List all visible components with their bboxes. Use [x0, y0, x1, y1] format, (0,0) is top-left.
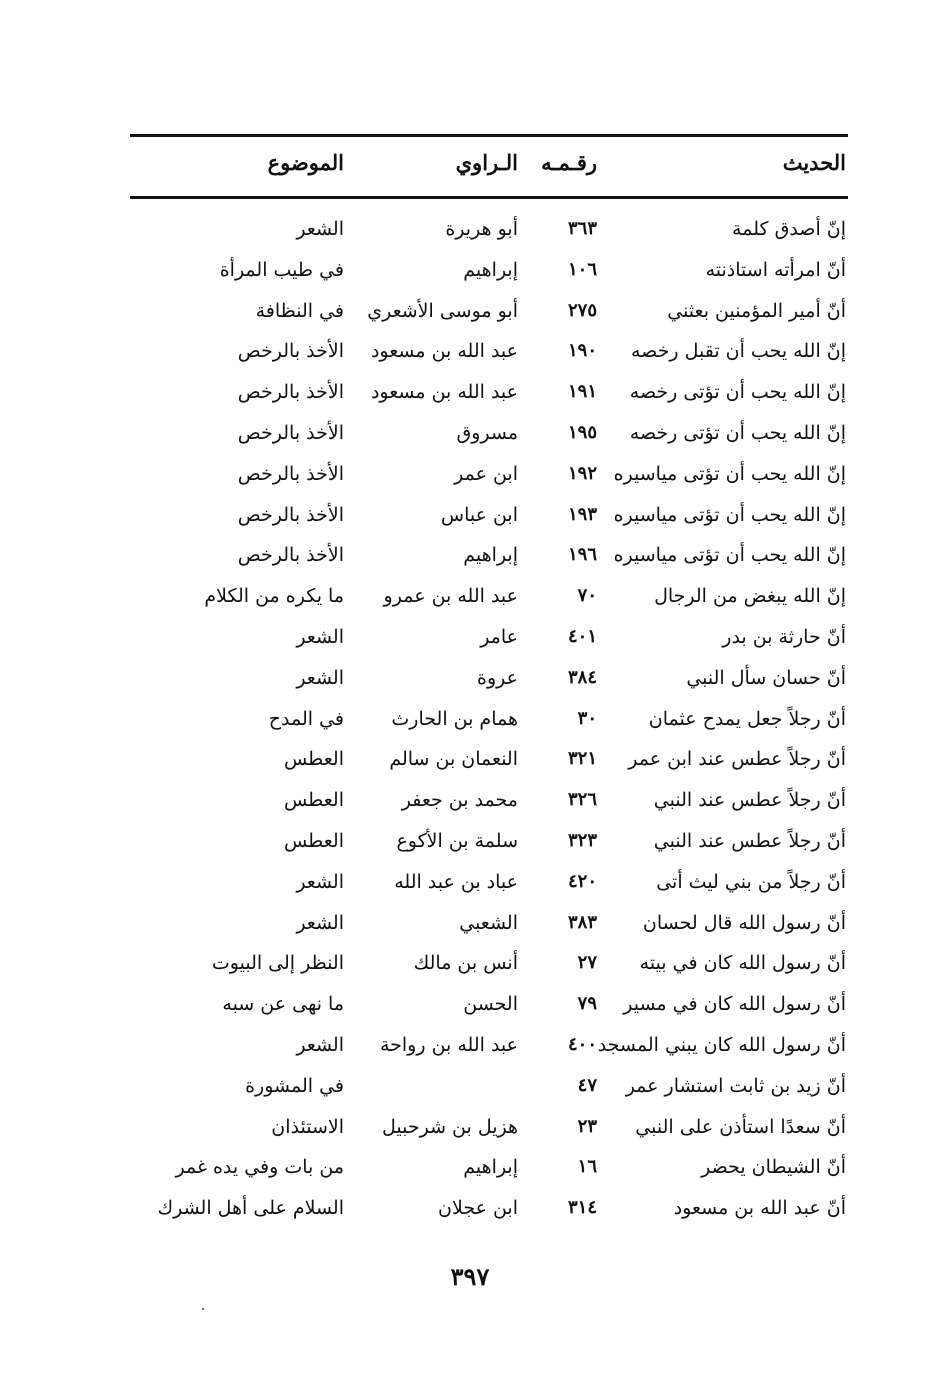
- number-cell: ٣٢٦: [567, 789, 597, 811]
- topic-cell: الأخذ بالرخص: [237, 381, 344, 404]
- topic-cell: الاستئذان: [271, 1115, 344, 1138]
- hadith-cell: أنّ رجلاً جعل يمدح عثمان: [648, 707, 846, 730]
- table-row: [0, 379, 940, 420]
- number-cell: ٣٦٣: [567, 218, 597, 239]
- number-cell: ١٩٢: [567, 462, 597, 484]
- topic-cell: الشعر: [296, 1033, 344, 1056]
- topic-cell: في طيب المرأة: [219, 258, 344, 281]
- hadith-cell: إنّ الله يحب أن تؤتى مياسيره: [613, 503, 846, 526]
- table-row: [0, 1032, 940, 1073]
- hadith-cell: أنّ رجلاً عطس عند النبي: [653, 789, 846, 812]
- page-number: ٣٩٧: [450, 1262, 490, 1291]
- header-bottom-rule: [130, 196, 848, 199]
- number-cell: ٤٠١: [567, 625, 597, 647]
- topic-cell: العطس: [283, 748, 344, 771]
- number-cell: ١٩٥: [567, 421, 597, 443]
- hadith-cell: إنّ الله يحب أن تؤتى مياسيره: [613, 544, 846, 567]
- topic-cell: في النظافة: [255, 299, 344, 322]
- narrator-cell: الشعبي: [459, 911, 518, 934]
- hadith-cell: إنّ الله يحب أن تقبل رخصه: [630, 340, 846, 363]
- topic-cell: الأخذ بالرخص: [237, 462, 344, 485]
- narrator-cell: ابن عباس: [440, 503, 518, 526]
- narrator-cell: عبد الله بن مسعود: [370, 340, 518, 363]
- narrator-cell: مسروق: [456, 421, 518, 444]
- print-speck: [202, 1308, 204, 1310]
- table-row: [0, 950, 940, 991]
- table-row: [0, 1114, 940, 1155]
- table-row: [0, 665, 940, 706]
- topic-cell: الشعر: [296, 911, 344, 934]
- number-cell: ٣١٤: [567, 1197, 597, 1219]
- number-cell: ٤٧: [577, 1074, 597, 1096]
- narrator-cell: إبراهيم: [463, 544, 518, 567]
- narrator-cell: همام بن الحارث: [391, 707, 518, 730]
- table-row: [0, 1154, 940, 1195]
- topic-cell: الشعر: [296, 870, 344, 893]
- table-row: [0, 910, 940, 951]
- topic-cell: الشعر: [296, 666, 344, 689]
- number-cell: ٤٠٠: [567, 1033, 597, 1055]
- narrator-cell: ابن عجلان: [438, 1197, 518, 1220]
- table-row: [0, 583, 940, 624]
- hadith-cell: أنّ رجلاً عطس عند ابن عمر: [628, 748, 846, 771]
- narrator-cell: عبد الله بن رواحة: [379, 1033, 518, 1056]
- header-number: رقـمـه: [541, 150, 597, 175]
- table-row: [0, 787, 940, 828]
- table-row: [0, 991, 940, 1032]
- number-cell: ٤٢٠: [567, 870, 597, 892]
- topic-cell: الأخذ بالرخص: [237, 340, 344, 363]
- hadith-cell: أنّ حسان سأل النبي: [686, 666, 846, 689]
- table-row: [0, 706, 940, 747]
- number-cell: ٣٠: [577, 707, 597, 729]
- narrator-cell: هزيل بن شرحبيل: [381, 1115, 518, 1138]
- number-cell: ٣٢١: [567, 748, 597, 770]
- table-row: [0, 216, 940, 257]
- narrator-cell: أبو موسى الأشعري: [367, 299, 518, 322]
- topic-cell: في المشورة: [245, 1074, 344, 1097]
- header-hadith: الحديث: [782, 150, 846, 175]
- hadith-cell: أنّ رسول الله كان في بيته: [639, 952, 846, 975]
- table-row: [0, 746, 940, 787]
- hadith-cell: أنّ حارثة بن بدر: [722, 625, 846, 648]
- hadith-cell: أنّ زيد بن ثابت استشار عمر: [625, 1074, 846, 1097]
- topic-cell: ما يكره من الكلام: [204, 585, 344, 608]
- hadith-cell: إنّ الله يحب أن تؤتى رخصه: [629, 421, 846, 444]
- hadith-cell: أنّ رجلاً من بني ليث أتى: [656, 870, 846, 893]
- number-cell: ١٩٦: [567, 544, 597, 566]
- number-cell: ٣٨٣: [567, 911, 597, 933]
- number-cell: ٣٢٣: [567, 829, 597, 851]
- topic-cell: الشعر: [296, 625, 344, 648]
- table-row: [0, 502, 940, 543]
- table-row: [0, 298, 940, 339]
- narrator-cell: ابن عمر: [454, 462, 518, 485]
- table-row: [0, 542, 940, 583]
- number-cell: ١٠٦: [567, 258, 597, 280]
- topic-cell: الشعر: [296, 218, 344, 240]
- hadith-cell: أنّ رسول الله كان يبني المسجد: [597, 1033, 846, 1056]
- table-row: [0, 828, 940, 869]
- topic-cell: الأخذ بالرخص: [237, 503, 344, 526]
- table-row: [0, 1195, 940, 1236]
- topic-cell: الأخذ بالرخص: [237, 421, 344, 444]
- hadith-cell: إنّ الله يحب أن تؤتى رخصه: [629, 381, 846, 404]
- narrator-cell: عباد بن عبد الله: [394, 870, 518, 893]
- table-row: [0, 869, 940, 910]
- hadith-cell: أنّ الشيطان يحضر: [701, 1156, 846, 1179]
- hadith-cell: إنّ الله يبغض من الرجال: [654, 585, 846, 608]
- topic-cell: العطس: [283, 789, 344, 812]
- table-row: [0, 338, 940, 379]
- narrator-cell: عروة: [477, 666, 518, 689]
- hadith-cell: أنّ عبد الله بن مسعود: [673, 1197, 846, 1220]
- narrator-cell: أنس بن مالك: [413, 952, 518, 975]
- hadith-cell: أنّ امرأته استاذنته: [705, 258, 846, 281]
- number-cell: ٢٧: [577, 952, 597, 974]
- hadith-cell: أنّ رسول الله كان في مسير: [623, 993, 846, 1016]
- number-cell: ٢٣: [577, 1115, 597, 1137]
- hadith-cell: أنّ رسول الله قال لحسان: [642, 911, 846, 934]
- number-cell: ٢٧٥: [567, 299, 597, 321]
- table-row: [0, 420, 940, 461]
- narrator-cell: إبراهيم: [463, 258, 518, 281]
- hadith-cell: إنّ الله يحب أن تؤتى مياسيره: [613, 462, 846, 485]
- topic-cell: في المدح: [268, 707, 344, 730]
- hadith-cell: أنّ أمير المؤمنين بعثني: [667, 299, 846, 322]
- header-topic: الموضوع: [267, 150, 344, 175]
- narrator-cell: الحسن: [463, 993, 518, 1016]
- topic-cell: النظر إلى البيوت: [211, 952, 344, 975]
- number-cell: ١٩١: [567, 381, 597, 403]
- narrator-cell: عامر: [480, 625, 518, 648]
- table-row: [0, 1073, 940, 1114]
- number-cell: ٣٨٤: [567, 666, 597, 688]
- topic-cell: السلام على أهل الشرك: [157, 1197, 344, 1220]
- narrator-cell: إبراهيم: [463, 1156, 518, 1179]
- table-row: [0, 257, 940, 298]
- hadith-cell: إنّ أصدق كلمة: [732, 218, 846, 240]
- hadith-cell: أنّ سعدًا استأذن على النبي: [635, 1115, 846, 1138]
- number-cell: ٧٠: [577, 585, 597, 607]
- topic-cell: من بات وفي يده غمر: [175, 1156, 344, 1179]
- narrator-cell: عبد الله بن عمرو: [383, 585, 518, 608]
- table-row: [0, 624, 940, 665]
- hadith-cell: أنّ رجلاً عطس عند النبي: [653, 829, 846, 852]
- topic-cell: العطس: [283, 829, 344, 852]
- number-cell: ١٦: [577, 1156, 597, 1178]
- number-cell: ١٩٠: [567, 340, 597, 362]
- header-narrator: الـراوي: [455, 150, 518, 175]
- narrator-cell: سلمة بن الأكوع: [396, 829, 518, 852]
- table-top-rule: [130, 134, 848, 137]
- number-cell: ١٩٣: [567, 503, 597, 525]
- topic-cell: الأخذ بالرخص: [237, 544, 344, 567]
- hadith-index-table: [0, 216, 940, 1236]
- narrator-cell: النعمان بن سالم: [389, 748, 518, 771]
- narrator-cell: محمد بن جعفر: [401, 789, 518, 812]
- narrator-cell: أبو هريرة: [445, 218, 518, 240]
- topic-cell: ما نهى عن سبه: [222, 993, 344, 1016]
- table-row: [0, 461, 940, 502]
- number-cell: ٧٩: [577, 993, 597, 1015]
- narrator-cell: عبد الله بن مسعود: [370, 381, 518, 404]
